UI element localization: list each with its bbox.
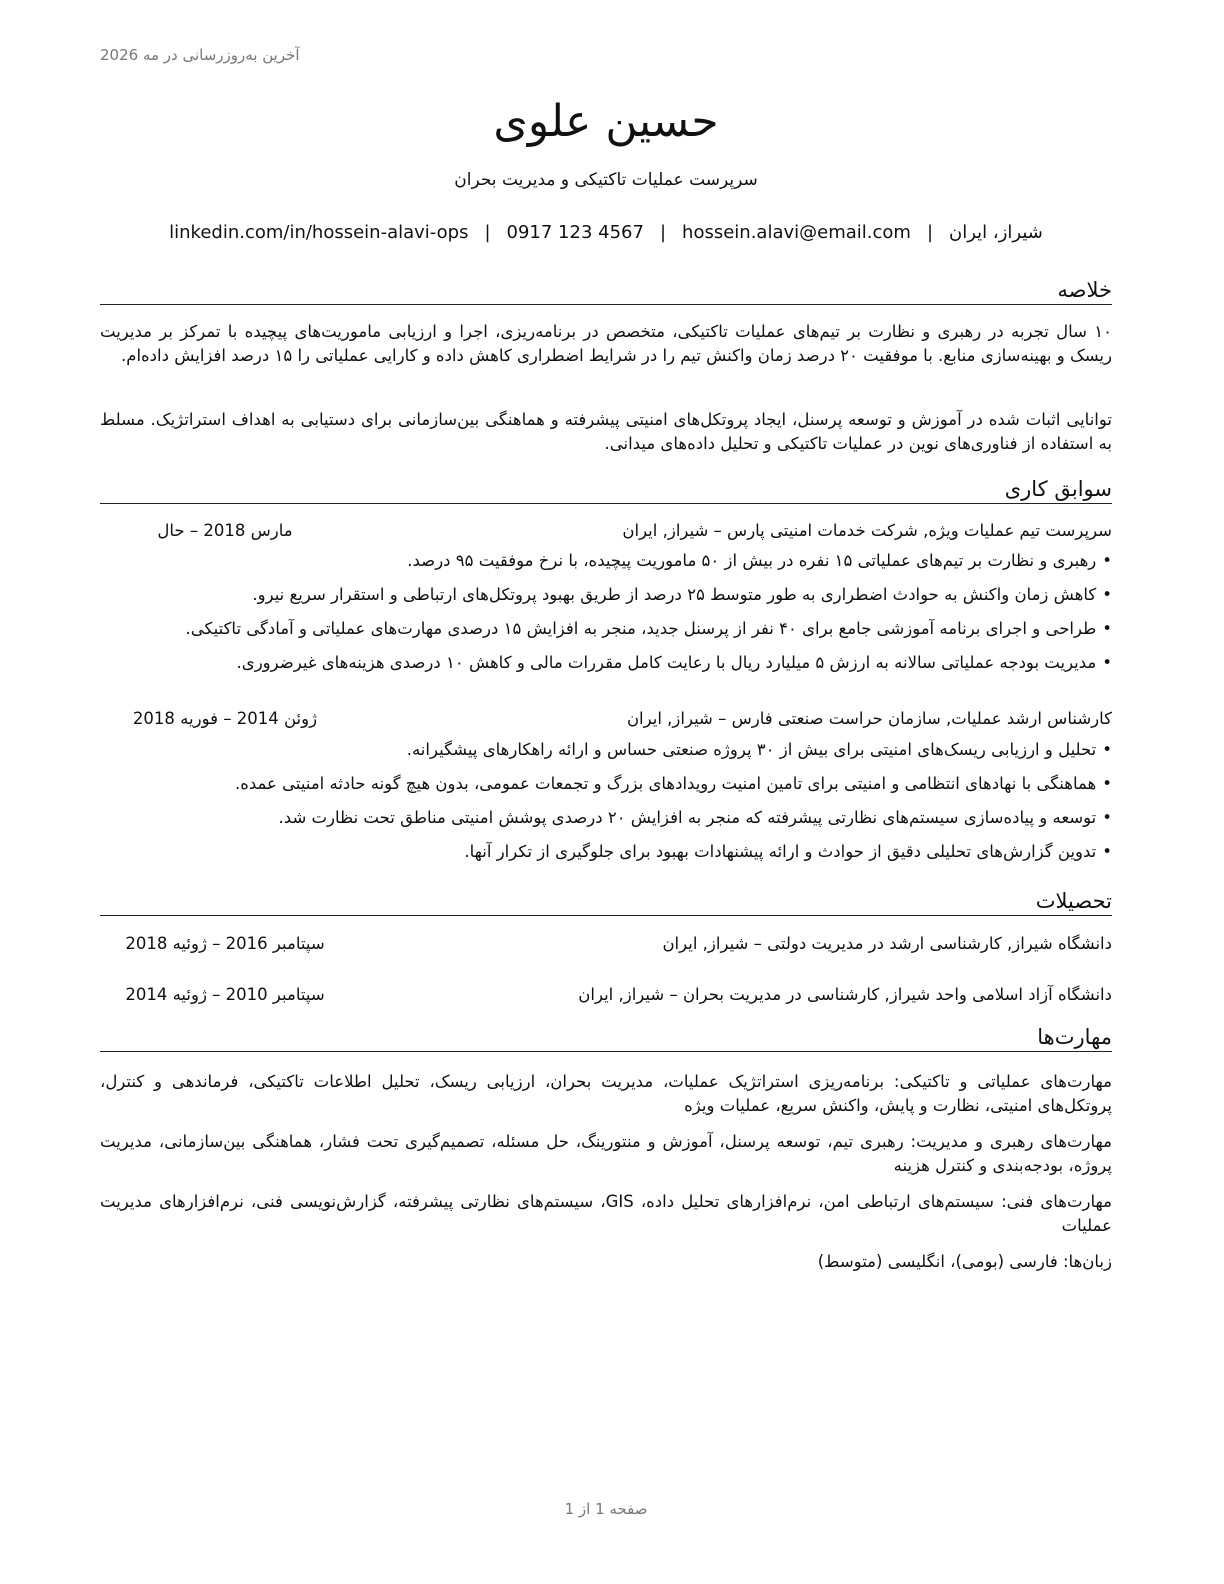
list-item: [100, 806, 1112, 840]
section-heading-education: تحصیلات: [100, 887, 1112, 916]
bullet-text: مدیریت بودجه عملیاتی سالانه به ارزش ۵ میلیارد ریال با رعایت کامل مقررات مالی و کاهش ۱۰ درصدی هزینه‌های غیرضروری.: [236, 653, 1097, 672]
contact-separator: |: [484, 222, 491, 243]
section-heading-skills: مهارت‌ها: [100, 1023, 1112, 1052]
job-bullet-list: [100, 549, 1112, 685]
bullet-text: کاهش زمان واکنش به حوادث اضطراری به طور متوسط ۲۵ درصد از طریق بهبود پروتکل‌های ارتباطی و استقرار سریع نیرو.: [252, 585, 1097, 604]
bullet-icon: •: [1102, 585, 1112, 604]
skills-paragraph-technical: مهارت‌های فنی: سیستم‌های ارتباطی امن، نرم‌افزارهای تحلیل داده، GIS، سیستم‌های نظارتی پیشرفته، گزارش‌نویسی فنی، نرم‌افزارهای مدیریت عملیات: [100, 1192, 1112, 1235]
skills-paragraph-languages: زبان‌ها: فارسی (بومی)، انگلیسی (متوسط): [817, 1252, 1112, 1271]
bullet-text: طراحی و اجرای برنامه آموزشی جامع برای ۴۰ نفر از پرسنل جدید، منجر به افزایش ۱۵ درصدی مهارت‌های عملیاتی و آمادگی تاکتیکی.: [185, 619, 1097, 638]
list-item: [100, 738, 1112, 772]
job-date: ژوئن 2014 – فوریه 2018: [132, 709, 318, 728]
summary-paragraph-1: ۱۰ سال تجربه در رهبری و نظارت بر تیم‌های عملیات تاکتیکی، متخصص در برنامه‌ریزی، اجرا و ارزیابی ماموریت‌های پیچیده با تمرکز بر مدیریت ریسک و بهینه‌سازی منابع. با موفقیت ۲۰ درصد زمان واکنش تیم را در شرایط اضطراری کاهش داده و کارایی عملیاتی را ۱۵ درصد افزایش داده‌ام.: [100, 322, 1112, 365]
section-heading-experience: سوابق کاری: [100, 475, 1112, 504]
list-item: [100, 583, 1112, 617]
education-date: سپتامبر 2016 – ژوئیه 2018: [125, 934, 325, 953]
list-item: [100, 549, 1112, 583]
bullet-text: تدوین گزارش‌های تحلیلی دقیق از حوادث و ارائه پیشنهادات بهبود برای جلوگیری از تکرار آنها.: [464, 842, 1097, 861]
bullet-icon: •: [1102, 653, 1112, 672]
summary-paragraph-2: توانایی اثبات شده در آموزش و توسعه پرسنل، ایجاد پروتکل‌های امنیتی پیشرفته و هماهنگی بین‌سازمانی برای دستیابی به اهداف استراتژیک. مسلط به استفاده از فناوری‌های نوین در عملیات تاکتیکی و تحلیل داده‌های میدانی.: [100, 410, 1112, 453]
bullet-text: توسعه و پیاده‌سازی سیستم‌های نظارتی پیشرفته که منجر به افزایش ۲۰ درصدی پوشش امنیتی مناطق تحت نظارت شد.: [278, 808, 1097, 827]
job-date: مارس 2018 – حال: [157, 521, 293, 540]
candidate-name: حسین علوی: [493, 96, 719, 147]
job-role: کارشناس ارشد عملیات, سازمان حراست صنعتی فارس – شیراز, ایران: [626, 709, 1112, 728]
education-degree: دانشگاه شیراز, کارشناسی ارشد در مدیریت دولتی – شیراز, ایران: [662, 934, 1112, 953]
job-header: [100, 707, 1112, 731]
list-item: [100, 840, 1112, 874]
education-entry: [100, 983, 1112, 1007]
skills-paragraph-leadership: مهارت‌های رهبری و مدیریت: رهبری تیم، توسعه پرسنل، آموزش و منتورینگ، حل مسئله، تصمیم‌گیری تحت فشار، هماهنگی بین‌سازمانی، مدیریت پروژه، بودجه‌بندی و کنترل هزینه: [100, 1132, 1112, 1175]
contact-email-link[interactable]: hossein.alavi@email.com: [682, 222, 911, 243]
contact-separator: |: [659, 222, 667, 243]
bullet-icon: •: [1102, 774, 1112, 793]
bullet-icon: •: [1102, 551, 1112, 570]
job-header: [100, 519, 1112, 543]
bullet-icon: •: [1102, 619, 1112, 638]
education-date: سپتامبر 2010 – ژوئیه 2014: [125, 985, 325, 1004]
candidate-title: سرپرست عملیات تاکتیکی و مدیریت بحران: [454, 170, 758, 190]
bullet-icon: •: [1102, 842, 1112, 861]
job-bullet-list: [100, 738, 1112, 874]
last-updated-note: آخرین به‌روزرسانی در مه 2026: [100, 46, 300, 64]
education-degree: دانشگاه آزاد اسلامی واحد شیراز, کارشناسی در مدیریت بحران – شیراز, ایران: [578, 985, 1112, 1004]
contact-separator: |: [926, 222, 934, 243]
bullet-text: رهبری و نظارت بر تیم‌های عملیاتی ۱۵ نفره در بیش از ۵۰ ماموریت پیچیده، با نرخ موفقیت ۹۵ درصد.: [407, 551, 1097, 570]
list-item: [100, 651, 1112, 685]
bullet-icon: •: [1102, 740, 1112, 759]
list-item: [100, 772, 1112, 806]
resume-page: [100, 0, 1112, 1584]
job-role: سرپرست تیم عملیات ویژه, شرکت خدمات امنیتی پارس – شیراز, ایران: [622, 521, 1112, 540]
bullet-text: هماهنگی با نهادهای انتظامی و امنیتی برای تامین امنیت رویدادهای بزرگ و تجمعات عمومی، بدون هیچ گونه حادثه امنیتی عمده.: [234, 774, 1097, 793]
contact-linkedin-link[interactable]: linkedin.com/in/hossein-alavi-ops: [169, 222, 469, 243]
page-number: صفحه 1 از 1: [564, 1500, 648, 1518]
bullet-text: تحلیل و ارزیابی ریسک‌های امنیتی برای بیش از ۳۰ پروژه صنعتی حساس و ارائه راهکارهای پیشگیرانه.: [406, 740, 1097, 759]
contact-line: [100, 222, 1112, 243]
bullet-icon: •: [1102, 808, 1112, 827]
contact-phone: 0917 123 4567: [506, 222, 644, 243]
list-item: [100, 617, 1112, 651]
section-heading-summary: خلاصه: [100, 276, 1112, 305]
skills-paragraph-operational: مهارت‌های عملیاتی و تاکتیکی: برنامه‌ریزی استراتژیک عملیات، مدیریت بحران، ارزیابی ریسک، تحلیل اطلاعات تاکتیکی، فرماندهی و کنترل، پروتکل‌های امنیتی، نظارت و پایش، واکنش سریع، عملیات ویژه: [100, 1072, 1112, 1115]
education-entry: [100, 932, 1112, 956]
contact-location: شیراز، ایران: [949, 222, 1043, 243]
